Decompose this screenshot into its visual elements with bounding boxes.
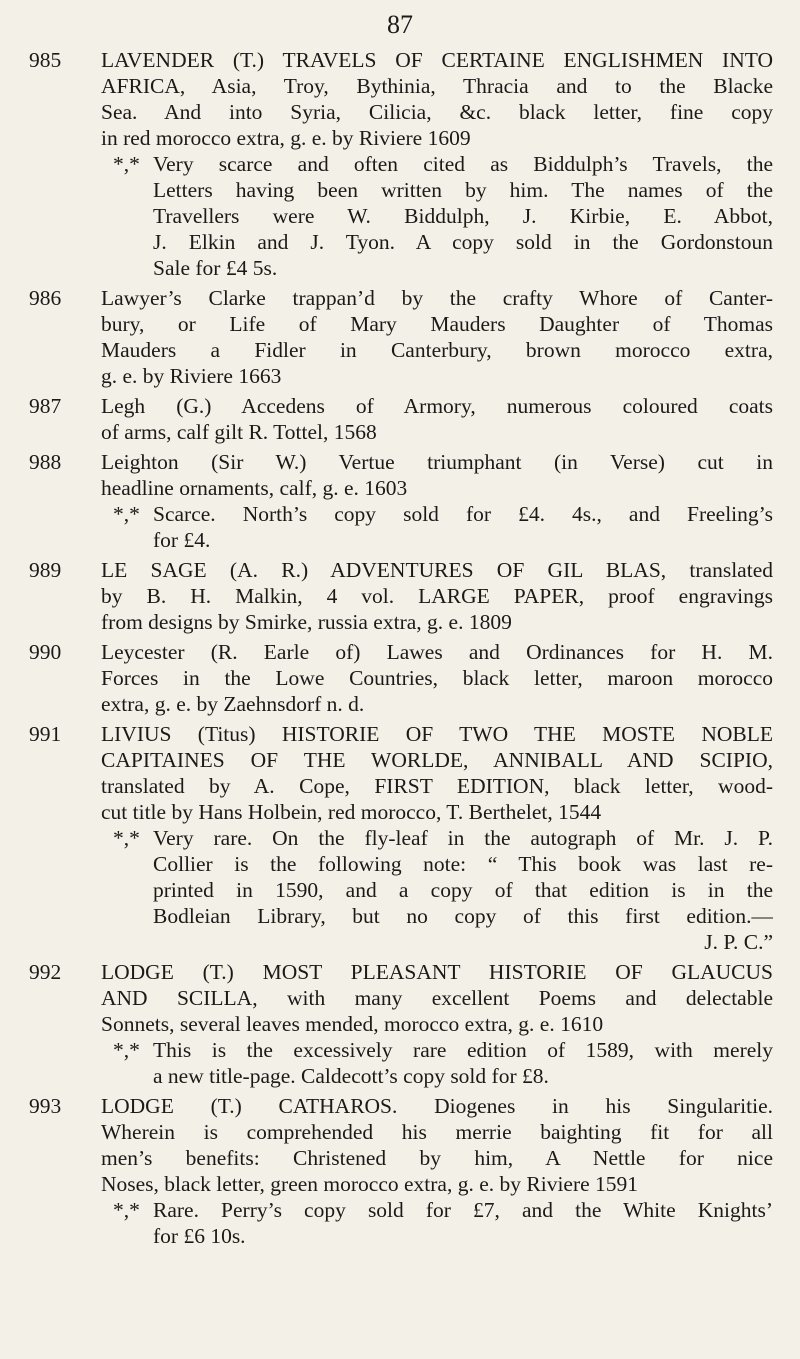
note-line: J. Elkin and J. Tyon. A copy sold in the Gordonstoun	[153, 230, 773, 254]
entry-description	[101, 393, 773, 445]
entry-description	[101, 557, 773, 635]
entry-line: AND SCILLA, with many excellent Poems and delectable	[101, 986, 773, 1010]
entry-number: 987	[29, 394, 62, 418]
note-line: Sale for £4 5s.	[153, 256, 278, 280]
note-line: Bodleian Library, but no copy of this first edition.—	[153, 904, 773, 928]
entry-line: Sea. And into Syria, Cilicia, &c. black letter, fine copy	[101, 100, 773, 124]
catalogue-entry	[29, 285, 773, 389]
entry-line: Leycester (R. Earle of) Lawes and Ordinances for H. M.	[101, 640, 773, 664]
entry-line: LODGE (T.) MOST PLEASANT HISTORIE OF GLAUCUS	[101, 960, 773, 984]
entry-description	[101, 1093, 773, 1197]
entry-line: g. e. by Riviere 1663	[101, 364, 282, 388]
catalogue-entries	[29, 47, 773, 1253]
entry-note	[101, 151, 773, 281]
entry-line: extra, g. e. by Zaehnsdorf n. d.	[101, 692, 365, 716]
entry-line: of arms, calf gilt R. Tottel, 1568	[101, 420, 377, 444]
entry-line: Leighton (Sir W.) Vertue triumphant (in Verse) cut in	[101, 450, 773, 474]
entry-description	[101, 285, 773, 389]
catalogue-entry	[29, 393, 773, 445]
entry-note	[101, 825, 773, 955]
entry-line: bury, or Life of Mary Mauders Daughter of Thomas	[101, 312, 773, 336]
entry-line: LIVIUS (Titus) HISTORIE OF TWO THE MOSTE NOBLE	[101, 722, 773, 746]
entry-line: Forces in the Lowe Countries, black letter, maroon morocco	[101, 666, 773, 690]
entry-number: 991	[29, 722, 62, 746]
entry-description	[101, 639, 773, 717]
note-line: This is the excessively rare edition of 1589, with merely	[153, 1038, 773, 1062]
entry-description	[101, 721, 773, 825]
note-line: Rare. Perry’s copy sold for £7, and the White Knights’	[153, 1198, 773, 1222]
note-line: Letters having been written by him. The names of the	[153, 178, 773, 202]
entry-line: LODGE (T.) CATHAROS. Diogenes in his Singularitie.	[101, 1094, 773, 1118]
entry-note	[101, 501, 773, 553]
entry-line: by B. H. Malkin, 4 vol. LARGE PAPER, proof engravings	[101, 584, 773, 608]
note-line: for £6 10s.	[153, 1224, 246, 1248]
entry-line: translated by A. Cope, FIRST EDITION, black letter, wood-	[101, 774, 773, 798]
catalogue-entry	[29, 47, 773, 281]
page-number: 87	[387, 10, 413, 39]
catalogue-entry	[29, 557, 773, 635]
entry-note	[101, 1037, 773, 1089]
catalogue-entry	[29, 721, 773, 955]
note-line: Scarce. North’s copy sold for £4. 4s., and Freeling’s	[153, 502, 773, 526]
note-line: J. P. C.”	[704, 930, 773, 954]
note-line: Collier is the following note: “ This book was last re-	[153, 852, 773, 876]
note-line: a new title-page. Caldecott’s copy sold for £8.	[153, 1064, 549, 1088]
catalogue-entry	[29, 449, 773, 553]
entry-line: Legh (G.) Accedens of Armory, numerous coloured coats	[101, 394, 773, 418]
note-line: for £4.	[153, 528, 211, 552]
note-mark: *,*	[113, 826, 140, 850]
entry-number: 985	[29, 48, 62, 72]
entry-number: 990	[29, 640, 62, 664]
entry-line: in red morocco extra, g. e. by Riviere 1609	[101, 126, 471, 150]
entry-line: Wherein is comprehended his merrie baighting fit for all	[101, 1120, 773, 1144]
entry-description	[101, 47, 773, 151]
entry-line: Mauders a Fidler in Canterbury, brown morocco extra,	[101, 338, 773, 362]
note-mark: *,*	[113, 152, 140, 176]
catalogue-entry	[29, 639, 773, 717]
entry-line: Lawyer’s Clarke trappan’d by the crafty Whore of Canter-	[101, 286, 773, 310]
entry-line: CAPITAINES OF THE WORLDE, ANNIBALL AND SCIPIO,	[101, 748, 773, 772]
entry-description	[101, 959, 773, 1037]
entry-note	[101, 1197, 773, 1249]
entry-line: Noses, black letter, green morocco extra, g. e. by Riviere 1591	[101, 1172, 639, 1196]
note-mark: *,*	[113, 1038, 140, 1062]
entry-description	[101, 449, 773, 501]
entry-line: men’s benefits: Christened by him, A Nettle for nice	[101, 1146, 773, 1170]
note-line: Very rare. On the fly-leaf in the autograph of Mr. J. P.	[153, 826, 773, 850]
entry-line: from designs by Smirke, russia extra, g. e. 1809	[101, 610, 512, 634]
note-line: Travellers were W. Biddulph, J. Kirbie, E. Abbot,	[153, 204, 773, 228]
note-mark: *,*	[113, 502, 140, 526]
entry-number: 989	[29, 558, 62, 582]
entry-number: 993	[29, 1094, 62, 1118]
entry-line: Sonnets, several leaves mended, morocco extra, g. e. 1610	[101, 1012, 604, 1036]
note-line: printed in 1590, and a copy of that edition is in the	[153, 878, 773, 902]
catalogue-entry	[29, 1093, 773, 1249]
entry-line: LE SAGE (A. R.) ADVENTURES OF GIL BLAS, translated	[101, 558, 773, 582]
entry-number: 988	[29, 450, 62, 474]
note-line: Very scarce and often cited as Biddulph’s Travels, the	[153, 152, 773, 176]
entry-number: 986	[29, 286, 62, 310]
entry-line: cut title by Hans Holbein, red morocco, T. Berthelet, 1544	[101, 800, 602, 824]
entry-line: AFRICA, Asia, Troy, Bythinia, Thracia and to the Blacke	[101, 74, 773, 98]
entry-number: 992	[29, 960, 62, 984]
entry-line: LAVENDER (T.) TRAVELS OF CERTAINE ENGLISHMEN INTO	[101, 48, 773, 72]
note-mark: *,*	[113, 1198, 140, 1222]
entry-line: headline ornaments, calf, g. e. 1603	[101, 476, 408, 500]
catalogue-entry	[29, 959, 773, 1089]
